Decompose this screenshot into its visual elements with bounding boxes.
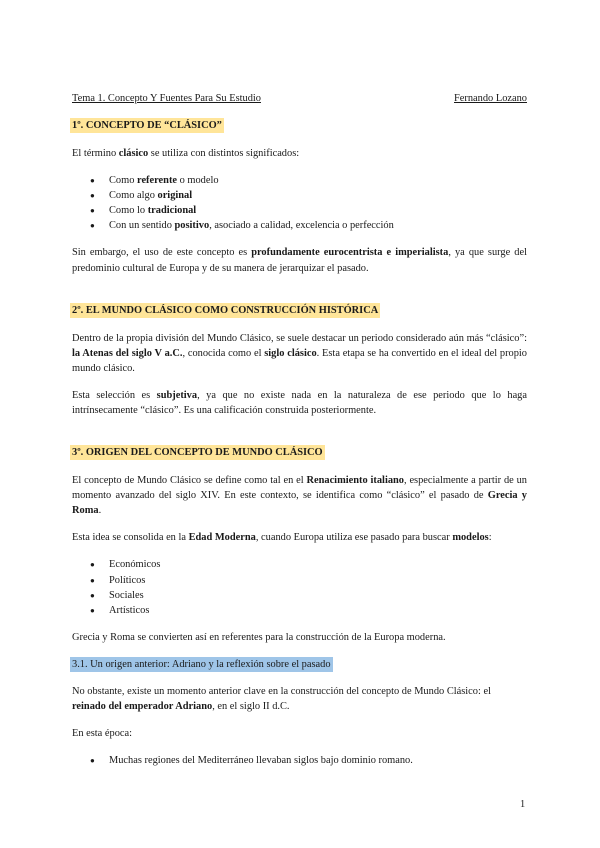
section-3-heading: 3º. ORIGEN DEL CONCEPTO DE MUNDO CLÁSICO (70, 445, 325, 460)
subsection-3-1-heading: 3.1. Un origen anterior: Adriano y la reflexión sobre el pasado (70, 657, 333, 672)
s3-paragraph-1: El concepto de Mundo Clásico se define como tal en el Renacimiento italiano, especialmente a partir de un momento avanzado del siglo XIV. En este contexto, se identifica como “clásico” el pasado de Grecia y Roma. (72, 475, 528, 517)
list-item: ● Sociales (109, 588, 527, 603)
s3-paragraph-3: Grecia y Roma se convierten así en referentes para la construcción de la Europa moderna. (72, 631, 446, 643)
page-number: 1 (520, 799, 526, 810)
s1-meanings-list (72, 173, 527, 233)
s3-era-list (72, 753, 527, 768)
document-body (72, 118, 527, 768)
s3-paragraph-2: Esta idea se consolida en la Edad Moderna, cuando Europa utiliza ese pasado para buscar modelos: (72, 532, 492, 544)
list-item: ● Muchas regiones del Mediterráneo llevaban siglos bajo dominio romano. (109, 753, 527, 768)
s1-closing: Sin embargo, el uso de este concepto es profundamente eurocentrista e imperialista, ya que surge del predominio cultural de Europa y de su manera de jerarquizar el pasado. (72, 247, 527, 274)
list-item: ● Políticos (109, 573, 527, 588)
section-1-heading: 1º. CONCEPTO DE “CLÁSICO” (70, 118, 224, 133)
list-item: ● Con un sentido positivo, asociado a calidad, excelencia o perfección (109, 218, 527, 233)
page-header (72, 91, 527, 106)
section-2-heading: 2º. EL MUNDO CLÁSICO COMO CONSTRUCCIÓN HISTÓRICA (70, 303, 380, 318)
list-item: ● Artísticos (109, 603, 527, 618)
s3-paragraph-4: No obstante, existe un momento anterior clave en la construcción del concepto de Mundo Clásico: el reinado del emperador Adriano, en el siglo II d.C. (72, 685, 491, 713)
header-topic: Tema 1. Concepto Y Fuentes Para Su Estudio (72, 93, 261, 104)
s3-paragraph-5: En esta época: (72, 728, 133, 740)
list-item: ● Como lo tradicional (109, 203, 527, 218)
list-item: ● Como algo original (109, 188, 527, 203)
s1-intro: El término clásico se utiliza con distintos significados: (72, 148, 300, 160)
list-item: ● Económicos (109, 557, 527, 572)
list-item: ● Como referente o modelo (109, 173, 527, 188)
s2-paragraph-2: Esta selección es subjetiva, ya que no existe nada en la naturaleza de ese periodo que lo haga intrínsecamente “clásico”. Es una calificación construida posteriormente. (72, 389, 527, 417)
header-author: Fernando Lozano (454, 93, 527, 104)
s3-models-list (72, 557, 527, 617)
s2-paragraph-1: Dentro de la propia división del Mundo Clásico, se suele destacar un periodo considerado aún más “clásico”: la Atenas del siglo V a.C., conocida como el siglo clásico. Esta etapa se ha convertido en el ideal del propio mundo clásico. (72, 332, 527, 374)
